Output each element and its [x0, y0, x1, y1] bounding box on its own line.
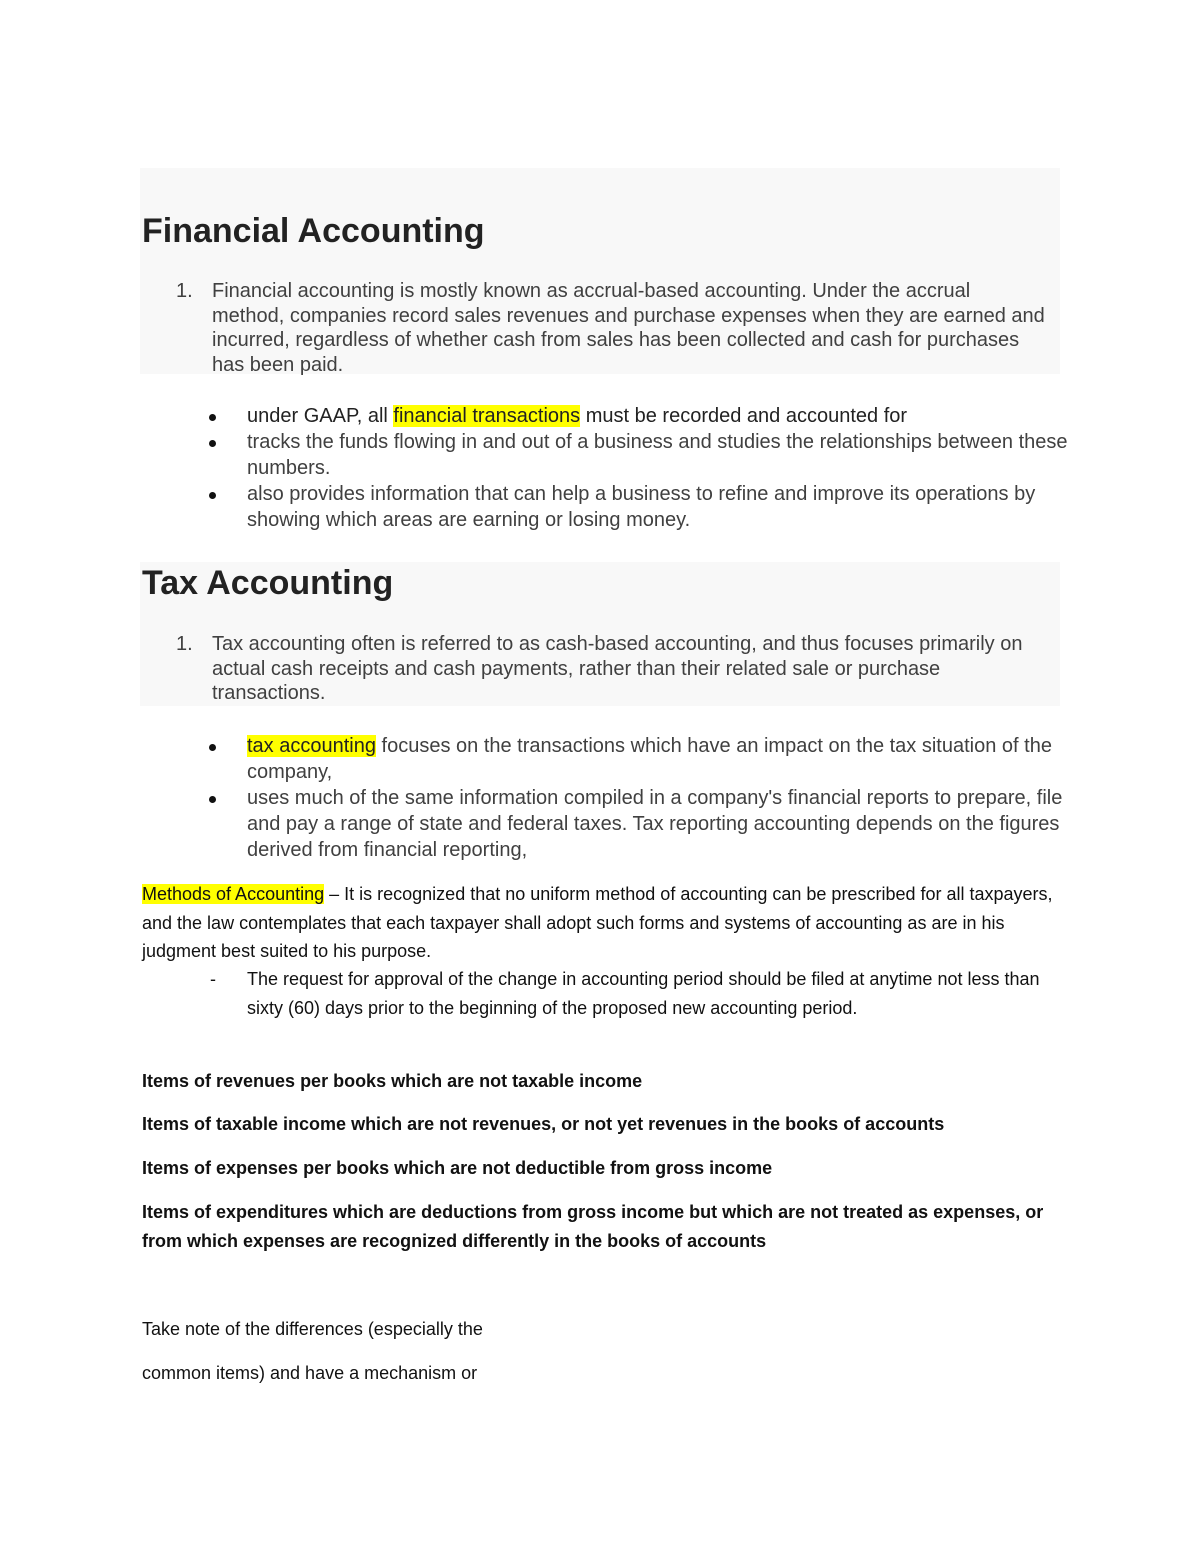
- tax-bullet-2: [205, 785, 1070, 863]
- bullet-icon: [209, 414, 216, 421]
- tax-bullet-1-text: focuses on the transactions which have an impact on the tax situation of the company,: [247, 735, 1052, 783]
- financial-accounting-heading: Financial Accounting: [142, 212, 485, 250]
- financial-item-number: 1.: [176, 280, 193, 302]
- bullet-icon: [209, 744, 216, 751]
- methods-dash-text: The request for approval of the change in accounting period should be filed at anytime not less than sixty (60) days prior to the beginning of the proposed new accounting period.: [247, 969, 1040, 1018]
- item-expenditures: Items of expenditures which are deductions from gross income but which are not treated as expenses, or from which expenses are recognized differently in the books of accounts: [142, 1202, 1044, 1251]
- item-revenues: Items of revenues per books which are not taxable income: [142, 1071, 643, 1091]
- tax-item-text: Tax accounting often is referred to as cash-based accounting, and thus focuses primarily on actual cash receipts and cash payments, rather than their related sale or purchase transactions.: [212, 633, 1023, 704]
- item-expenses: Items of expenses per books which are not deductible from gross income: [142, 1158, 773, 1178]
- methods-text: – It is recognized that no uniform method of accounting can be prescribed for all taxpayers, and the law contemplates that each taxpayer shall adopt such forms and systems of accounting as are in his judgment best suited to his purpose.: [142, 884, 1053, 961]
- financial-bullet-3: [205, 481, 1070, 533]
- tax-bullet-list: [205, 733, 1070, 863]
- highlight-tax-accounting: tax accounting: [247, 735, 376, 757]
- bullet-1-text-post: must be recorded and accounted for: [580, 405, 908, 427]
- tax-item-number: 1.: [176, 633, 193, 655]
- tax-bullet-1: [205, 733, 1070, 785]
- bullet-icon: [209, 492, 216, 499]
- bullet-1-text-pre: under GAAP, all: [247, 405, 394, 427]
- highlight-financial-transactions: financial transactions: [393, 405, 581, 427]
- tax-accounting-heading: Tax Accounting: [142, 564, 394, 602]
- financial-item-text: Financial accounting is mostly known as accrual-based accounting. Under the accrual method, companies record sales revenues and purchase expenses when they are earned and incurred, regardless of whether cash from sales has been collected and cash for purchases has been paid.: [212, 280, 1045, 376]
- tax-bullet-2-text: uses much of the same information compiled in a company's financial reports to prepare, file and pay a range of state and federal taxes. Tax reporting accounting depends on the figures derived from financial reporting,: [247, 787, 1063, 861]
- bullet-2-text: tracks the funds flowing in and out of a business and studies the relationships between these numbers.: [247, 431, 1068, 479]
- note-line-1: Take note of the differences (especially the: [142, 1319, 483, 1339]
- tax-numbered-item: [176, 632, 1046, 706]
- financial-bullet-list: [205, 403, 1070, 533]
- financial-numbered-item: [176, 279, 1046, 377]
- bullet-3-text: also provides information that can help a business to refine and improve its operations by showing which areas are earning or losing money.: [247, 483, 1036, 531]
- item-taxable-income: Items of taxable income which are not revenues, or not yet revenues in the books of accounts: [142, 1114, 945, 1134]
- financial-bullet-2: [205, 429, 1070, 481]
- bullet-icon: [209, 796, 216, 803]
- methods-dash-item: [210, 965, 1080, 1022]
- bullet-icon: [209, 440, 216, 447]
- methods-paragraph: [142, 880, 1062, 966]
- note-line-2: common items) and have a mechanism or: [142, 1363, 478, 1383]
- financial-bullet-1: [205, 403, 1070, 429]
- highlight-methods-of-accounting: Methods of Accounting: [142, 884, 325, 904]
- dash-marker: -: [210, 969, 216, 989]
